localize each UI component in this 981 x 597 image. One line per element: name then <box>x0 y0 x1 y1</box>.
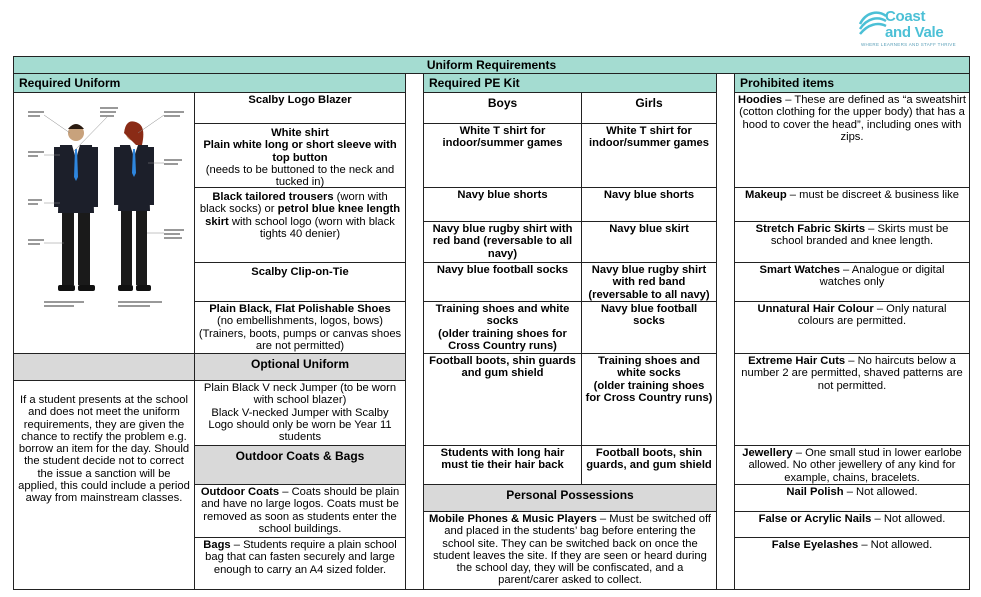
note-grey-bar <box>13 353 195 381</box>
outdoor-coats-header: Outdoor Coats & Bags <box>194 445 406 485</box>
boys-header: Boys <box>423 92 582 124</box>
item-trousers-skirt: Black tailored trousers (worn with black socks) or petrol blue knee length skirt with school logo (worn with black tights 40 denier) <box>194 187 406 263</box>
prohibited-items-header: Prohibited items <box>734 73 970 93</box>
girls-item: Football boots, shin guards, and gum shield <box>581 445 717 485</box>
prohibited-item: Extreme Hair Cuts – No haircuts below a number 2 are permitted, shaved patterns are not permitted. <box>734 353 970 446</box>
girls-item: White T shirt for indoor/summer games <box>581 123 717 188</box>
pe-kit-header: Required PE Kit <box>423 73 717 93</box>
outdoor-coats-text: Outdoor Coats – Coats should be plain and have no large logos. Coats must be removed as soon as students enter the school buildings. <box>194 484 406 538</box>
boys-item: Football boots, shin guards and gum shield <box>423 353 582 446</box>
prohibited-item: Makeup – must be discreet & business like <box>734 187 970 222</box>
uniform-illustration-image <box>14 93 194 353</box>
girls-item: Navy blue rugby shirt with red band (reversable to all navy) <box>581 262 717 302</box>
prohibited-item: Nail Polish – Not allowed. <box>734 484 970 512</box>
girls-item: Training shoes and white socks (older training shoes for Cross Country runs) <box>581 353 717 446</box>
prohibited-item: Smart Watches – Analogue or digital watches only <box>734 262 970 302</box>
boys-item: White T shirt for indoor/summer games <box>423 123 582 188</box>
logo-tagline: WHERE LEARNERS AND STAFF THRIVE <box>861 42 956 47</box>
prohibited-item: Hoodies – These are defined as “a sweatshirt (cotton clothing for the upper body) that has a hood to cover the head”, including ones with zips. <box>734 92 970 188</box>
required-uniform-header: Required Uniform <box>13 73 406 93</box>
boys-item: Training shoes and white socks (older training shoes for Cross Country runs) <box>423 301 582 355</box>
boys-item: Students with long hair must tie their hair back <box>423 445 582 485</box>
optional-uniform-text: Plain Black V neck Jumper (to be worn with school blazer) Black V-necked Jumper with Scalby Logo should only be worn be Year 11 students <box>194 380 406 446</box>
coast-and-vale-logo <box>858 4 973 48</box>
prohibited-item: False Eyelashes – Not allowed. <box>734 537 970 590</box>
girls-item: Navy blue shorts <box>581 187 717 222</box>
uniform-note-area <box>13 353 195 590</box>
prohibited-item: Stretch Fabric Skirts – Skirts must be school branded and knee length. <box>734 221 970 263</box>
prohibited-item: Jewellery – One small stud in lower earlobe allowed. No other jewellery of any kind for example, chains, bracelets. <box>734 445 970 485</box>
logo-line1: Coast <box>885 8 926 25</box>
personal-possessions-text: Mobile Phones & Music Players – Must be switched off and placed in the students’ bag before entering the school site. They can be switched back on once the student leaves the site. If they are seen or heard during the school day, they will be confiscated, and a parent/carer asked to collect. <box>423 511 717 590</box>
item-shoes: Plain Black, Flat Polishable Shoes (no embellishments, logos, bows) (Trainers, boots, pumps or canvas shoes are not permitted) <box>194 301 406 355</box>
boys-item: Navy blue rugby shirt with red band (reversable to all navy) <box>423 221 582 263</box>
boys-item: Navy blue football socks <box>423 262 582 302</box>
prohibited-item: False or Acrylic Nails – Not allowed. <box>734 511 970 538</box>
boys-item: Navy blue shorts <box>423 187 582 222</box>
uniform-note-text: If a student presents at the school and does not meet the uniform requirements, they are given the chance to rectify the problem e.g. borrow an item for the day. Should the student decide not to correct the issue a sanction will be applied, this could include a period away from mainstream classes. <box>18 394 190 505</box>
item-clip-on-tie: Scalby Clip-on-Tie <box>194 262 406 302</box>
girls-item: Navy blue football socks <box>581 301 717 355</box>
prohibited-item: Unnatural Hair Colour – Only natural colours are permitted. <box>734 301 970 355</box>
girls-item: Navy blue skirt <box>581 221 717 263</box>
column-spacer-1 <box>405 73 424 590</box>
page-title: Uniform Requirements <box>13 56 970 74</box>
bags-text: Bags – Students require a plain school bag that can fasten securely and large enough to carry an A4 sized folder. <box>194 537 406 590</box>
logo-line2: and Vale <box>885 24 944 41</box>
wave-logo-icon <box>858 6 888 38</box>
girls-header: Girls <box>581 92 717 124</box>
column-spacer-2 <box>716 73 735 590</box>
personal-possessions-header: Personal Possessions <box>423 484 717 512</box>
item-blazer: Scalby Logo Blazer <box>194 92 406 124</box>
optional-uniform-header: Optional Uniform <box>194 353 406 381</box>
item-white-shirt: White shirt Plain white long or short sleeve with top button (needs to be buttoned to the neck and tucked in) <box>194 123 406 188</box>
uniform-figure <box>13 92 195 354</box>
